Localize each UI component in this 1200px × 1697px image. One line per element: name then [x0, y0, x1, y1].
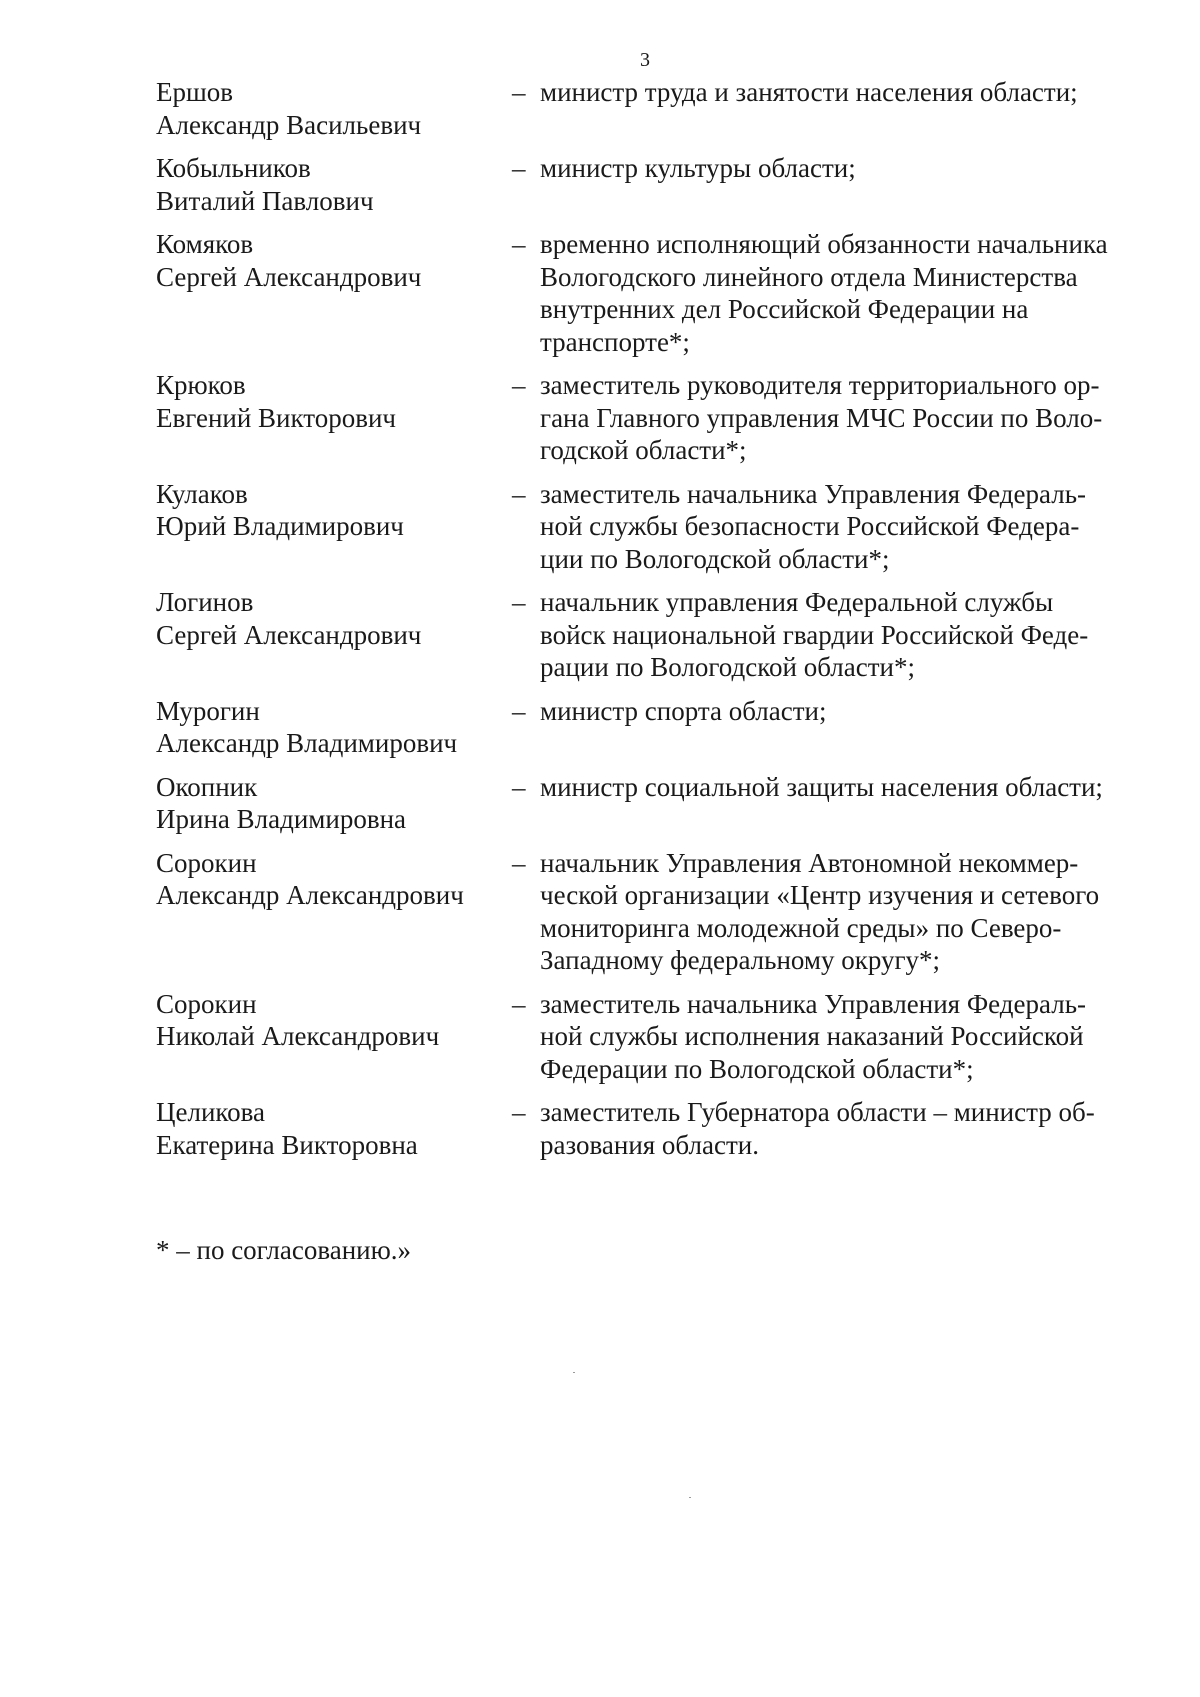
member-position	[540, 771, 1146, 804]
entry-dash: –	[512, 370, 526, 400]
position-line: заместитель руководителя территориального ор-	[540, 370, 1100, 400]
member-given-names: Александр Владимирович	[156, 728, 458, 758]
member-name	[156, 152, 512, 217]
member-name	[156, 771, 512, 836]
member-entry	[156, 152, 1146, 217]
position-line: внутренних дел Российской Федерации на	[540, 294, 1029, 324]
member-entry	[156, 695, 1146, 760]
position-line: транспорте*;	[540, 326, 690, 357]
member-position	[540, 152, 1146, 185]
member-position	[540, 228, 1146, 358]
footnote: * – по согласованию.»	[156, 1235, 412, 1265]
position-line: годской области*;	[540, 435, 747, 465]
position-line: начальник управления Федеральной службы	[540, 587, 1054, 617]
position-line: рации по Вологодской области*;	[540, 652, 915, 682]
member-surname: Кулаков	[156, 478, 248, 509]
member-position	[540, 76, 1146, 109]
member-given-names: Ирина Владимировна	[156, 804, 407, 834]
member-surname: Логинов	[156, 587, 254, 617]
member-given-names: Александр Васильевич	[156, 109, 422, 140]
scan-speck	[573, 1372, 575, 1373]
position-line: ной службы исполнения наказаний Российской	[540, 1021, 1084, 1051]
member-name	[156, 228, 512, 293]
entry-dash: –	[512, 771, 526, 802]
member-position	[540, 695, 1146, 728]
member-name	[156, 76, 512, 141]
member-name	[156, 1096, 512, 1161]
member-surname: Сорокин	[156, 988, 257, 1019]
member-given-names: Александр Александрович	[156, 880, 464, 910]
member-name	[156, 586, 512, 651]
member-position	[540, 586, 1146, 684]
member-position	[540, 369, 1146, 467]
position-line: заместитель Губернатора области – министр об-	[540, 1097, 1095, 1127]
position-line: министр труда и занятости населения области;	[540, 77, 1078, 107]
member-name	[156, 369, 512, 434]
scan-speck	[689, 1497, 691, 1498]
member-surname: Крюков	[156, 370, 246, 400]
entry-dash: –	[512, 587, 526, 617]
member-position	[540, 1096, 1146, 1161]
entry-dash: –	[512, 695, 526, 726]
position-line: начальник Управления Автономной некоммер-	[540, 847, 1079, 878]
member-entry	[156, 478, 1146, 576]
member-given-names: Виталий Павлович	[156, 185, 374, 216]
member-name	[156, 478, 512, 543]
member-given-names: Юрий Владимирович	[156, 511, 404, 541]
entry-dash: –	[512, 153, 526, 183]
member-surname: Ершов	[156, 77, 234, 107]
entry-dash: –	[512, 988, 526, 1019]
member-name	[156, 695, 512, 760]
member-entry	[156, 771, 1146, 836]
entry-dash: –	[512, 229, 526, 259]
member-name	[156, 847, 512, 912]
member-surname: Комяков	[156, 229, 254, 259]
position-line: заместитель начальника Управления Федераль-	[540, 478, 1086, 509]
member-given-names: Евгений Викторович	[156, 402, 396, 433]
position-line: ческой организации «Центр изучения и сетевого	[540, 880, 1100, 910]
member-entry	[156, 988, 1146, 1086]
member-given-names: Сергей Александрович	[156, 619, 422, 650]
position-line: Федерации по Вологодской области*;	[540, 1053, 974, 1084]
member-surname: Кобыльников	[156, 153, 311, 183]
member-surname: Окопник	[156, 771, 258, 802]
entry-dash: –	[512, 1097, 526, 1127]
position-line: ной службы безопасности Российской Федера-	[540, 511, 1080, 541]
member-surname: Целикова	[156, 1097, 266, 1127]
position-line: заместитель начальника Управления Федераль-	[540, 988, 1086, 1019]
position-line: временно исполняющий обязанности начальника	[540, 229, 1108, 259]
position-line: министр культуры области;	[540, 153, 856, 183]
member-entry	[156, 586, 1146, 684]
position-line: Вологодского линейного отдела Министерства	[540, 261, 1078, 292]
position-line: гана Главного управления МЧС России по Воло-	[540, 402, 1103, 433]
member-surname: Мурогин	[156, 695, 260, 726]
member-position	[540, 478, 1146, 576]
member-entry	[156, 1096, 1146, 1161]
member-surname: Сорокин	[156, 847, 257, 878]
members-list	[156, 76, 1146, 1172]
entry-dash: –	[512, 77, 526, 107]
position-line: ции по Вологодской области*;	[540, 543, 890, 574]
position-line: министр спорта области;	[540, 695, 827, 726]
member-name	[156, 988, 512, 1053]
member-entry	[156, 369, 1146, 467]
position-line: войск национальной гвардии Российской Феде-	[540, 619, 1089, 650]
position-line: разования области.	[540, 1129, 759, 1160]
page-number: 3	[640, 49, 650, 71]
member-given-names: Сергей Александрович	[156, 261, 422, 292]
member-entry	[156, 228, 1146, 358]
member-position	[540, 988, 1146, 1086]
member-entry	[156, 76, 1146, 141]
member-position	[540, 847, 1146, 977]
member-entry	[156, 847, 1146, 977]
member-given-names: Екатерина Викторовна	[156, 1129, 418, 1160]
position-line: министр социальной защиты населения области;	[540, 771, 1103, 802]
member-given-names: Николай Александрович	[156, 1021, 440, 1051]
position-line: Западному федеральному округу*;	[540, 945, 941, 975]
entry-dash: –	[512, 847, 526, 878]
position-line: мониторинга молодежной среды» по Северо-	[540, 912, 1062, 943]
entry-dash: –	[512, 478, 526, 509]
